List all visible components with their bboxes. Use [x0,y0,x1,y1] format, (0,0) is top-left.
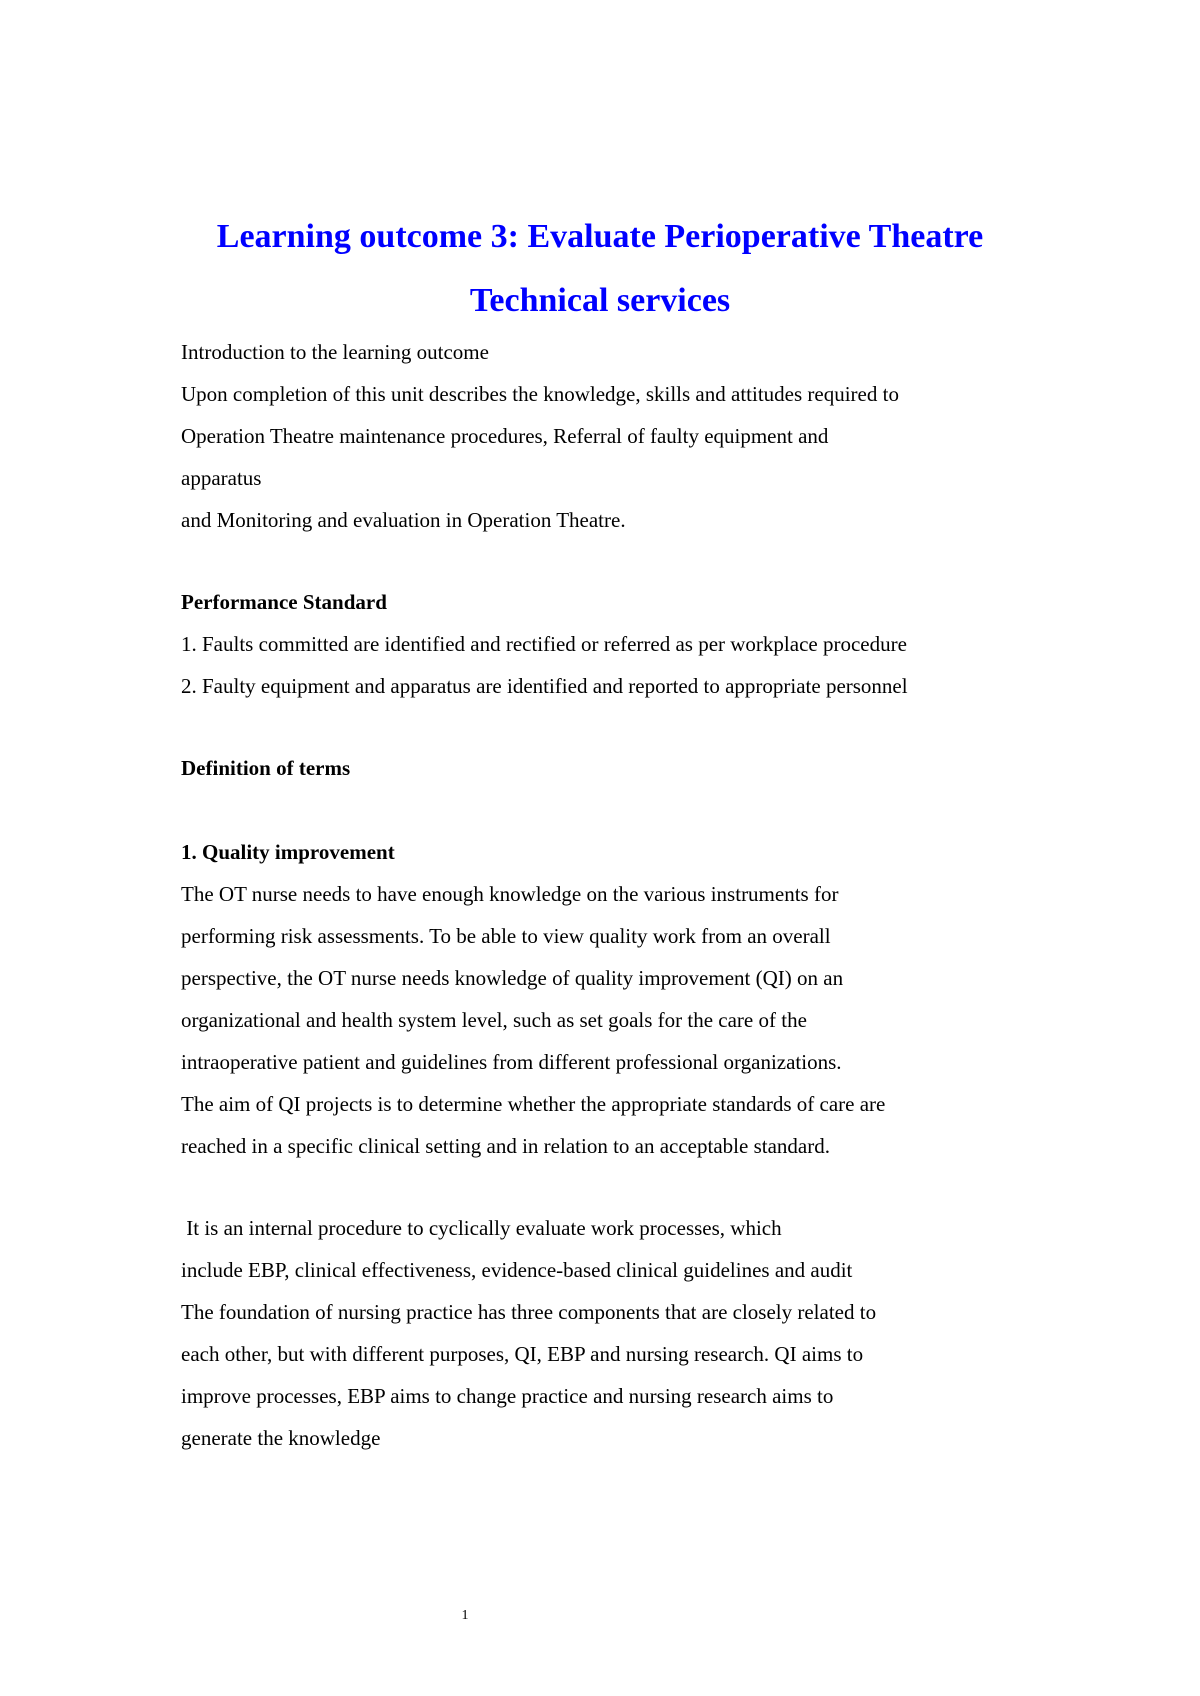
intro-line: Upon completion of this unit describes the knowledge, skills and attitudes required to [181,382,899,406]
title-line-1: Learning outcome 3: Evaluate Perioperative Theatre [216,218,984,255]
qi-paragraph-line: each other, but with different purposes, QI, EBP and nursing research. QI aims to [181,1342,864,1366]
qi-paragraph-line: The OT nurse needs to have enough knowledge on the various instruments for [181,882,839,906]
spacer [181,789,1041,831]
document-body [181,331,1041,1459]
qi-paragraph-line: generate the knowledge [181,1426,381,1450]
performance-item: 1. Faults committed are identified and rectified or referred as per workplace procedure [181,632,907,656]
document-title [150,205,1050,333]
title-line-2: Technical services [469,282,731,319]
intro-line: Operation Theatre maintenance procedures, Referral of faulty equipment and [181,424,829,448]
intro-line: and Monitoring and evaluation in Operation Theatre. [181,508,626,532]
qi-paragraph-line: performing risk assessments. To be able to view quality work from an overall [181,924,831,948]
qi-paragraph-line: perspective, the OT nurse needs knowledge of quality improvement (QI) on an [181,966,844,990]
page-number: 1 [461,1608,469,1623]
intro-heading: Introduction to the learning outcome [181,340,489,364]
spacer [181,707,1041,747]
spacer [181,541,1041,581]
qi-paragraph-line: improve processes, EBP aims to change practice and nursing research aims to [181,1384,834,1408]
performance-heading: Performance Standard [181,590,387,614]
definitions-heading: Definition of terms [181,756,351,780]
spacer [181,1167,1041,1207]
qi-paragraph-line: reached in a specific clinical setting and in relation to an acceptable standard. [181,1134,830,1158]
qi-paragraph-line: The aim of QI projects is to determine whether the appropriate standards of care are [181,1092,886,1116]
qi-paragraph-line: intraoperative patient and guidelines from different professional organizations. [181,1050,842,1074]
qi-paragraph-line: The foundation of nursing practice has three components that are closely related to [181,1300,877,1324]
qi-paragraph-line: include EBP, clinical effectiveness, evidence-based clinical guidelines and audit [181,1258,853,1282]
qi-paragraph-line: organizational and health system level, such as set goals for the care of the [181,1008,807,1032]
qi-heading: 1. Quality improvement [181,840,395,864]
intro-line: apparatus [181,466,262,490]
qi-paragraph-line: It is an internal procedure to cyclically evaluate work processes, which [181,1216,782,1240]
performance-item: 2. Faulty equipment and apparatus are identified and reported to appropriate personnel [181,674,908,698]
